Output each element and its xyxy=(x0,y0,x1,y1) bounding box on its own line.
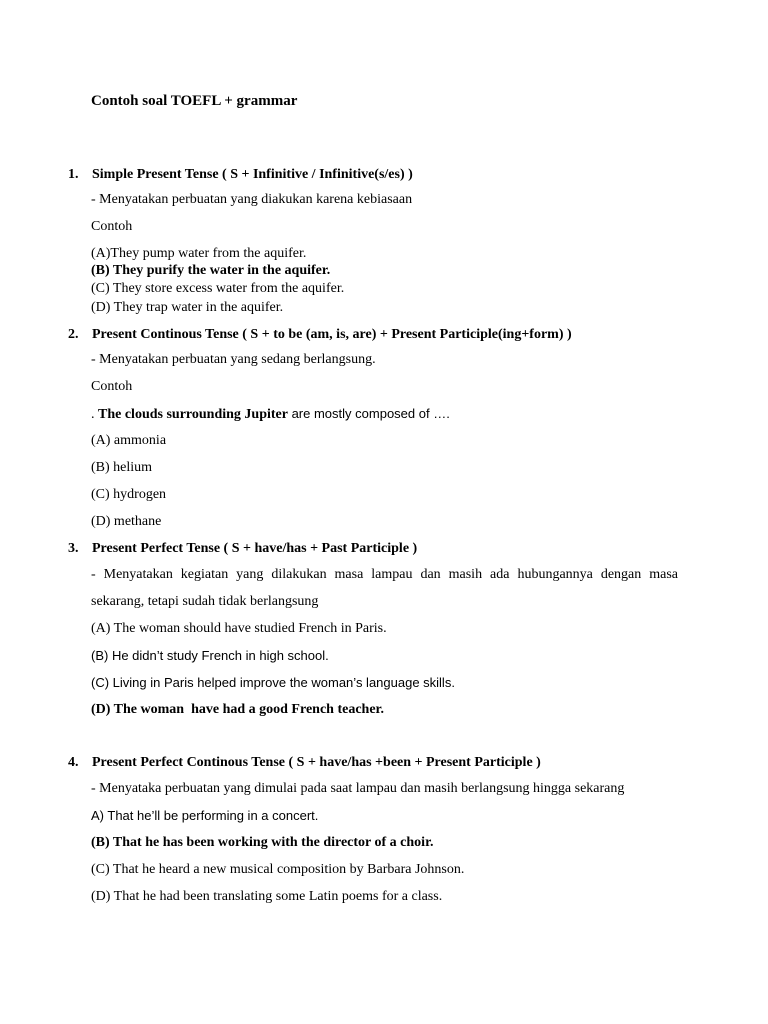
section-2-option-d: (D) methane xyxy=(91,514,162,529)
section-4-option-b: (B) That he has been working with the director of a choir. xyxy=(91,835,434,850)
section-3-option-a: (A) The woman should have studied French in Paris. xyxy=(91,621,387,636)
section-3-heading: Present Perfect Tense ( S + have/has + Past Participle ) xyxy=(92,541,418,556)
section-2-example-label: Contoh xyxy=(91,379,133,394)
section-3-option-d: (D) The woman have had a good French teacher. xyxy=(91,702,384,717)
section-2-option-a: (A) ammonia xyxy=(91,433,167,448)
section-4-heading: Present Perfect Continous Tense ( S + have/has +been + Present Participle ) xyxy=(92,755,541,770)
section-1-example-label: Contoh xyxy=(91,219,133,234)
section-1-description: - Menyatakan perbuatan yang diakukan karena kebiasaan xyxy=(91,192,413,207)
section-1-option-d: (D) They trap water in the aquifer. xyxy=(91,300,284,315)
section-2-number: 2. xyxy=(68,327,79,342)
section-1-number: 1. xyxy=(68,167,79,182)
section-2-question xyxy=(91,406,450,423)
section-4-option-c: (C) That he heard a new musical composition by Barbara Johnson. xyxy=(91,862,465,877)
section-2-question-prefix: . xyxy=(91,407,98,422)
section-2-description: - Menyatakan perbuatan yang sedang berlangsung. xyxy=(91,352,376,367)
section-3-option-c: (C) Living in Paris helped improve the woman’s language skills. xyxy=(91,675,455,690)
page-title: Contoh soal TOEFL + grammar xyxy=(91,93,298,109)
section-4-option-a: A) That he’ll be performing in a concert. xyxy=(91,808,319,823)
section-4-number: 4. xyxy=(68,755,79,770)
section-2-question-subject: The clouds surrounding Jupiter xyxy=(98,407,288,422)
section-4-option-d: (D) That he had been translating some Latin poems for a class. xyxy=(91,889,443,904)
section-1-option-b: (B) They purify the water in the aquifer. xyxy=(91,263,331,278)
section-3-description-line-2: sekarang, tetapi sudah tidak berlangsung xyxy=(91,594,319,609)
section-1-option-c: (C) They store excess water from the aquifer. xyxy=(91,281,345,296)
section-2-heading: Present Continous Tense ( S + to be (am, is, are) + Present Participle(ing+form) ) xyxy=(92,327,572,342)
section-2-question-rest: are mostly composed of …. xyxy=(287,406,450,421)
section-1-option-a: (A)They pump water from the aquifer. xyxy=(91,246,307,261)
section-1-heading: Simple Present Tense ( S + Infinitive / Infinitive(s/es) ) xyxy=(92,167,413,182)
section-4-description: - Menyataka perbuatan yang dimulai pada saat lampau dan masih berlangsung hingga sekarang xyxy=(91,781,625,796)
section-3-description-line-1: - Menyatakan kegiatan yang dilakukan masa lampau dan masih ada hubungannya dengan masa xyxy=(91,567,678,582)
section-2-option-b: (B) helium xyxy=(91,460,153,475)
section-3-option-b: (B) He didn’t study French in high school. xyxy=(91,648,329,663)
section-3-number: 3. xyxy=(68,541,79,556)
section-2-option-c: (C) hydrogen xyxy=(91,487,167,502)
